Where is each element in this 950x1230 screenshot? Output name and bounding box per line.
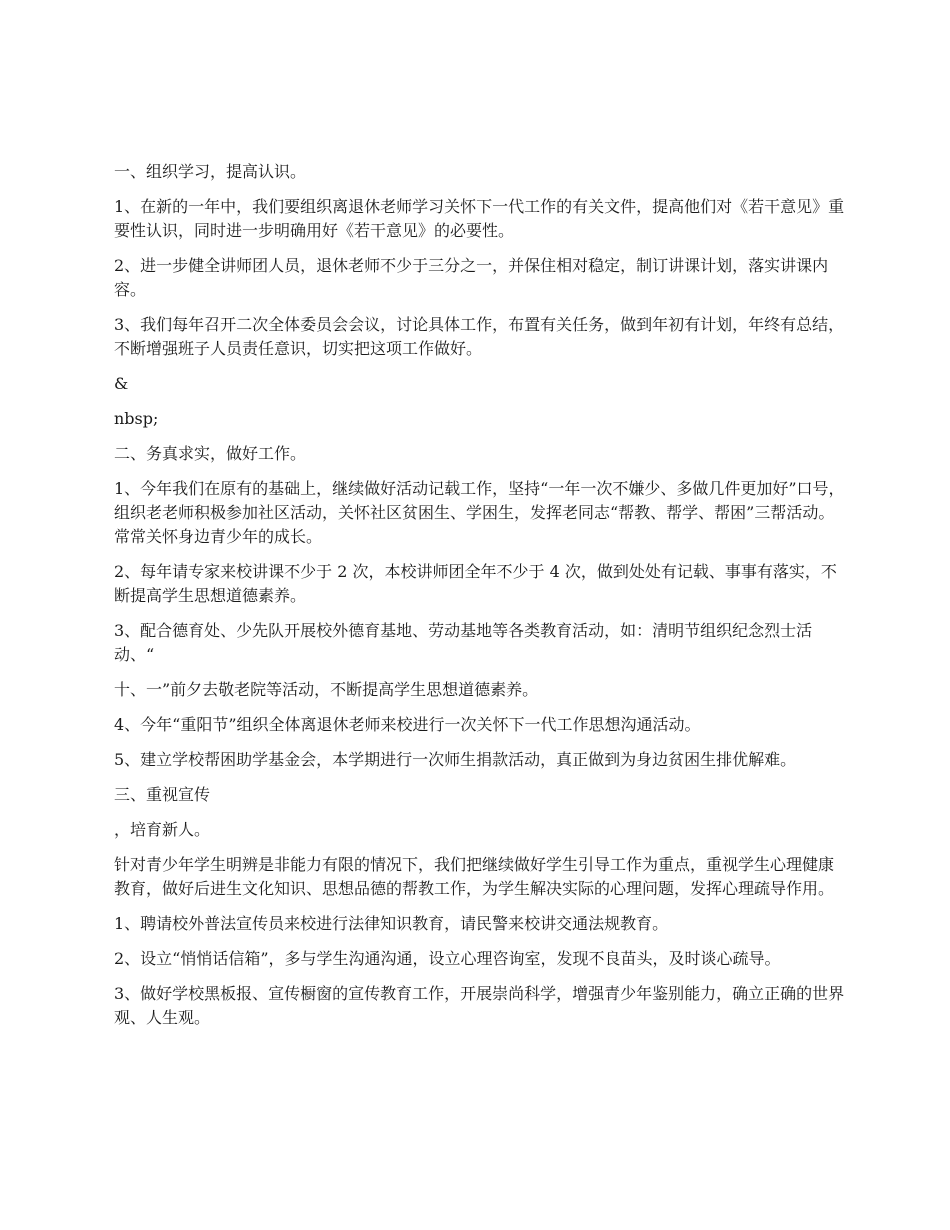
paragraph: ，培育新人。: [114, 820, 211, 839]
paragraph: 针对青少年学生明辨是非能力有限的情况下，我们把继续做好学生引导工作为重点，重视学生心理健康教育，做好后进生文化知识、思想品德的帮教工作，为学生解决实际的心理问题，发挥心理疏导作用。: [114, 855, 835, 898]
section-heading-3: 三、重视宣传: [114, 785, 211, 804]
paragraph: 1、在新的一年中，我们要组织离退休老师学习关怀下一代工作的有关文件，提高他们对《若干意见》重要性认识，同时进一步明确用好《若干意见》的必要性。: [114, 197, 845, 240]
paragraph: &: [114, 374, 129, 393]
section-heading-2: 二、务真求实，做好工作。: [114, 444, 307, 463]
paragraph: 3、做好学校黑板报、宣传橱窗的宣传教育工作，开展崇尚科学，增强青少年鉴别能力，确立正确的世界观、人生观。: [114, 984, 845, 1027]
paragraph: 1、今年我们在原有的基础上，继续做好活动记载工作，坚持“一年一次不嫌少、多做几件更加好”口号，组织老老师积极参加社区活动，关怀社区贫困生、学困生，发挥老同志“帮教、帮学、帮困”三帮活动。常常关怀身边青少年的成长。: [114, 479, 845, 546]
paragraph: 3、我们每年召开二次全体委员会会议，讨论具体工作，布置有关任务，做到年初有计划，年终有总结，不断增强班子人员责任意识，切实把这项工作做好。: [114, 315, 845, 358]
paragraph: nbsp;: [114, 409, 159, 428]
paragraph: 1、聘请校外普法宣传员来校进行法律知识教育，请民警来校讲交通法规教育。: [114, 914, 669, 933]
paragraph: 2、每年请专家来校讲课不少于 2 次，本校讲师团全年不少于 4 次，做到处处有记载、事事有落实，不断提高学生思想道德素养。: [114, 562, 837, 605]
document-body: [114, 160, 849, 1041]
paragraph: 2、设立“悄悄话信箱”，多与学生沟通沟通，设立心理咨询室，发现不良苗头，及时谈心疏导。: [114, 949, 781, 968]
paragraph: 5、建立学校帮困助学基金会，本学期进行一次师生捐款活动，真正做到为身边贫困生排优解难。: [114, 750, 797, 769]
paragraph: 2、进一步健全讲师团人员，退休老师不少于三分之一，并保住相对稳定，制订讲课计划，落实讲课内容。: [114, 256, 829, 299]
paragraph: 3、配合德育处、少先队开展校外德育基地、劳动基地等各类教育活动，如：清明节组织纪念烈士活动、“: [114, 621, 813, 664]
section-heading-1: 一、组织学习，提高认识。: [114, 162, 307, 181]
paragraph: 4、今年“重阳节”组织全体离退休老师来校进行一次关怀下一代工作思想沟通活动。: [114, 715, 701, 734]
paragraph: 十、一”前夕去敬老院等活动，不断提高学生思想道德素养。: [114, 680, 539, 699]
